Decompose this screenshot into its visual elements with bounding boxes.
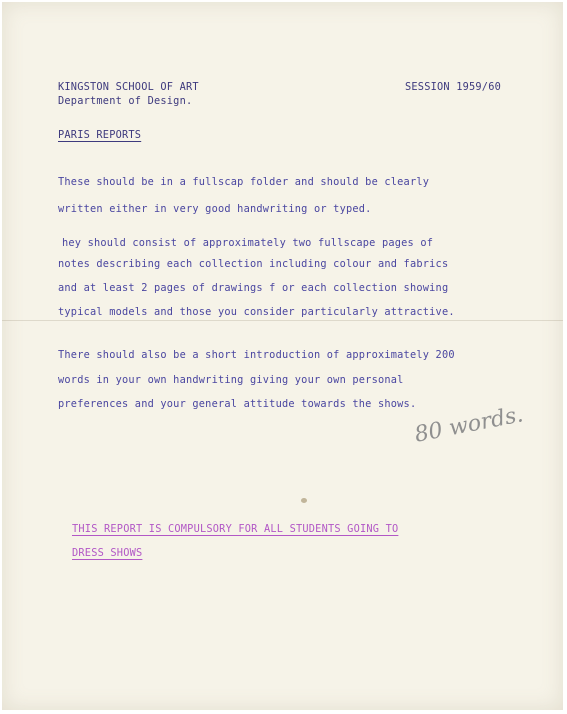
page-title: PARIS REPORTS <box>58 129 142 141</box>
session-label: SESSION 1959/60 <box>405 81 501 93</box>
school-name: KINGSTON SCHOOL OF ART <box>58 81 199 93</box>
fold-crease <box>2 320 563 321</box>
paragraph-2-line-3: and at least 2 pages of drawings f or each collection showing <box>58 282 449 294</box>
compulsory-notice-line-1: THIS REPORT IS COMPULSORY FOR ALL STUDENTS GOING TO <box>72 523 399 535</box>
paragraph-3-line-2: words in your own handwriting giving your own personal <box>58 374 404 386</box>
paper-stain <box>301 498 307 503</box>
paragraph-2-line-1: hey should consist of approximately two fullscape pages of <box>62 237 434 249</box>
handwritten-word-count: 80 words. <box>412 402 526 448</box>
paragraph-3-line-1: There should also be a short introduction of approximately 200 <box>58 349 455 361</box>
department-name: Department of Design. <box>58 95 193 107</box>
paragraph-1-line-2: written either in very good handwriting or typed. <box>58 203 372 215</box>
paragraph-2-line-4: typical models and those you consider particularly attractive. <box>58 306 455 318</box>
compulsory-notice-line-2: DRESS SHOWS <box>72 547 143 559</box>
paragraph-3-line-3: preferences and your general attitude towards the shows. <box>58 398 417 410</box>
paper-sheet <box>2 2 563 710</box>
paragraph-2-line-2: notes describing each collection including colour and fabrics <box>58 258 449 270</box>
paragraph-1-line-1: These should be in a fullscap folder and should be clearly <box>58 176 430 188</box>
